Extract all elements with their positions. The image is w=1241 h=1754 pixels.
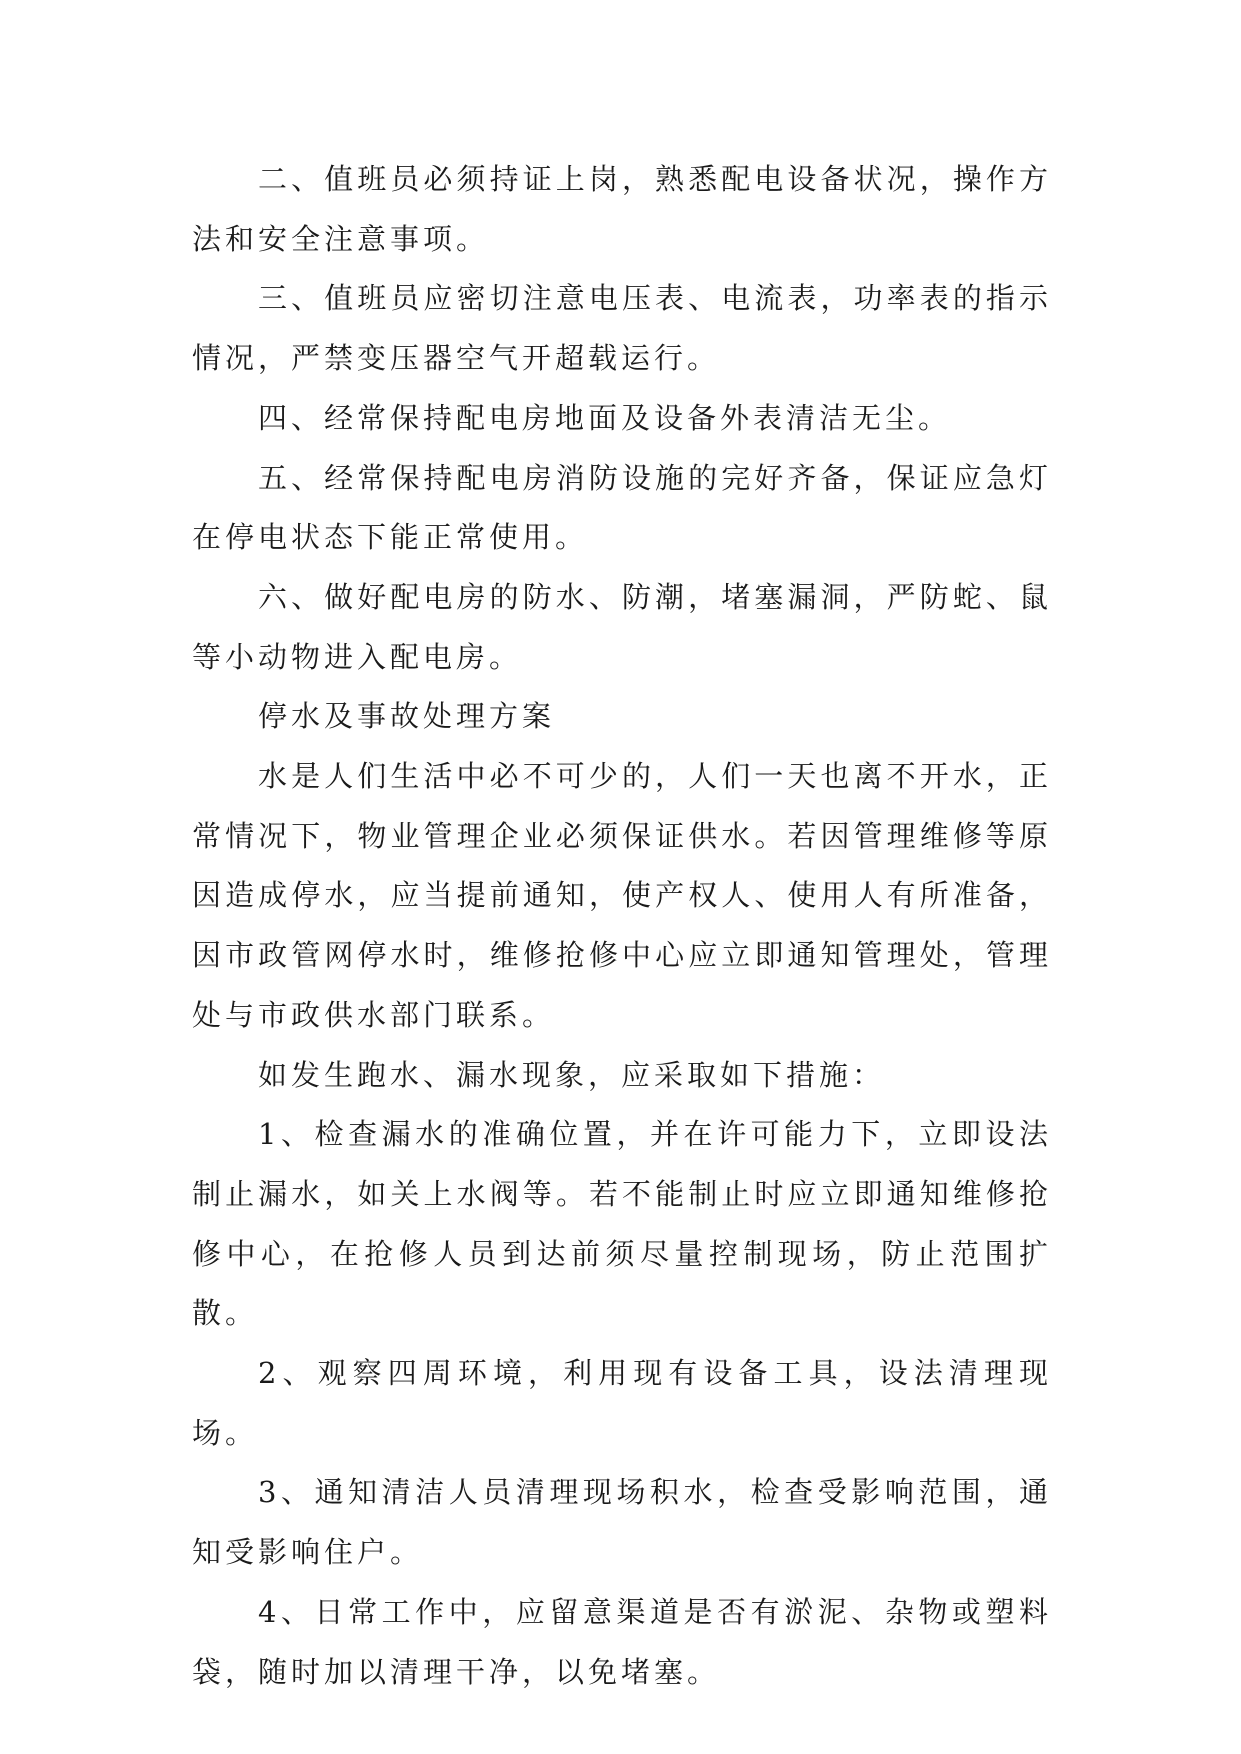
paragraph-measures-lead: 如发生跑水、漏水现象，应采取如下措施： — [258, 1057, 886, 1092]
paragraph-rule-6: 六、做好配电房的防水、防潮，堵塞漏洞，严防蛇、鼠等小动物进入配电房。 — [192, 579, 1052, 674]
paragraph-rule-5: 五、经常保持配电房消防设施的完好齐备，保证应急灯在停电状态下能正常使用。 — [192, 460, 1052, 555]
document-body — [192, 150, 1052, 1702]
paragraph-measure-3: 3、通知清洁人员清理现场积水，检查受影响范围，通知受影响住户。 — [192, 1475, 1052, 1570]
section-heading: 停水及事故处理方案 — [258, 699, 556, 734]
paragraph-measure-1: 1、检查漏水的准确位置，并在许可能力下，立即设法制止漏水，如关上水阀等。若不能制止时应立即通知维修抢修中心，在抢修人员到达前须尽量控制现场，防止范围扩散。 — [192, 1117, 1052, 1331]
paragraph-rule-2: 二、值班员必须持证上岗，熟悉配电设备状况，操作方法和安全注意事项。 — [192, 162, 1052, 256]
paragraph-rule-4: 四、经常保持配电房地面及设备外表清洁无尘。 — [258, 400, 952, 435]
paragraph-rule-3: 三、值班员应密切注意电压表、电流表，功率表的指示情况，严禁变压器空气开超载运行。 — [192, 281, 1052, 376]
paragraph-measure-4: 4、日常工作中，应留意渠道是否有淤泥、杂物或塑料袋，随时加以清理干净，以免堵塞。 — [192, 1594, 1052, 1689]
paragraph-water-intro: 水是人们生活中必不可少的，人们一天也离不开水，正常情况下，物业管理企业必须保证供水。若因管理维修等原因造成停水，应当提前通知，使产权人、使用人有所准备，因市政管网停水时，维修抢修中心应立即通知管理处，管理处与市政供水部门联系。 — [192, 759, 1052, 1032]
paragraph-measure-2: 2、观察四周环境，利用现有设备工具，设法清理现场。 — [192, 1356, 1052, 1450]
